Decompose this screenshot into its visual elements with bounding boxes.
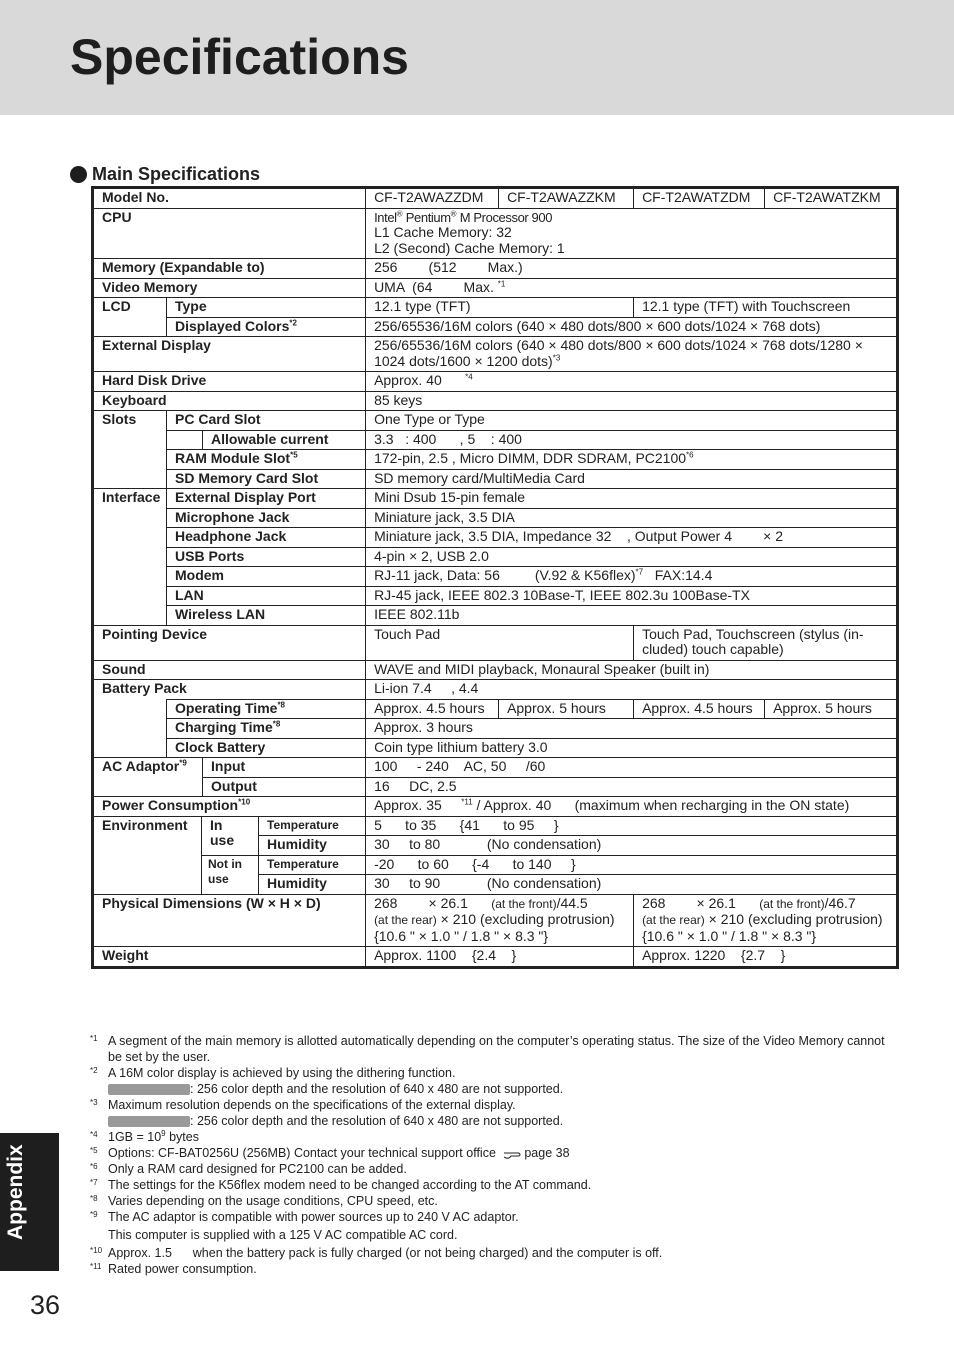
table-row (94, 450, 897, 470)
row-value: Approx. 5 hours (499, 699, 634, 719)
row-label: LAN (167, 586, 366, 606)
row-value: Intel® Pentium® M Processor 900 L1 Cache Memory: 32 L2 (Second) Cache Memory: 1 (366, 208, 897, 259)
table-row (94, 816, 897, 836)
row-label: Output (203, 777, 366, 797)
row-value: Coin type lithium battery 3.0 (366, 738, 897, 758)
table-row (94, 606, 897, 626)
row-label: Sound (94, 660, 366, 680)
row-label: Operating Time$^{*8}$ (167, 699, 366, 719)
row-value: 12.1 type (TFT) (366, 298, 634, 318)
row-value: Approx. 3 hours (366, 719, 897, 739)
row-label: RAM Module Slot$^{*5}$ (167, 450, 366, 470)
row-label: SD Memory Card Slot (167, 469, 366, 489)
row-value: 4-pin × 2, USB 2.0 (366, 547, 897, 567)
page-number: 36 (30, 1290, 61, 1320)
row-label: Physical Dimensions (W × H × D) (94, 894, 366, 947)
footnote: *8 Varies depending on the usage conditions, CPU speed, etc. (90, 1194, 438, 1208)
row-label: In use (202, 816, 259, 855)
row-label: CPU (94, 208, 366, 259)
footnote: *4 $1GB = 10^9$ bytes (90, 1128, 199, 1144)
row-value: -20 to 60 {-4 to 140 } (366, 855, 897, 875)
footnote: *5 Options: CF-BAT0256U (256MB) Contact your technical support office page 38 (90, 1146, 570, 1160)
row-label: External Display Port (167, 489, 366, 509)
row-label: Slots (94, 411, 167, 489)
table-row (94, 208, 897, 259)
footnote: *9 The AC adaptor is compatible with power sources up to 240 V AC adaptor. (90, 1210, 519, 1224)
row-value: Touch Pad (366, 625, 634, 660)
row-label: Interface (94, 489, 167, 626)
row-value: Approx. 5 hours (765, 699, 897, 719)
footnote: *1 A segment of the main memory is allotted automatically depending on the computer’s operating status. The size of the Video Memory cannot be set by the user. (90, 1034, 885, 1064)
table-row (94, 278, 897, 298)
row-label: Not in use (202, 855, 259, 894)
table-row (94, 411, 897, 431)
row-label: Keyboard (94, 391, 366, 411)
table-row (94, 947, 897, 967)
row-value: 256/65536/16M colors (640 × 480 dots/800 × 600 dots/1024 × 768 dots) (366, 317, 897, 337)
row-label: Charging Time$^{*8}$ (167, 719, 366, 739)
row-value: 100 - 240 AC, 50 /60 (366, 758, 897, 778)
table-row (94, 855, 897, 875)
table-row (94, 259, 897, 279)
footnote: *6 Only a RAM card designed for PC2100 can be added. (90, 1162, 407, 1176)
footnote: : 256 color depth and the resolution of 640 x 480 are not supported. (90, 1081, 900, 1097)
footnote: : 256 color depth and the resolution of 640 x 480 are not supported. (90, 1113, 900, 1129)
table-row (94, 797, 897, 817)
table-row (94, 777, 897, 797)
section-heading-text: Main Specifications (92, 164, 261, 184)
model-tag-box (108, 1116, 190, 1127)
bullet-icon (70, 166, 87, 183)
row-value: 256/65536/16M colors (640 × 480 dots/800 × 600 dots/1024 × 768 dots/1280 × 1024 dots/1600 × 1200 dots)$^{*3}$ (366, 337, 897, 372)
table-row (94, 567, 897, 587)
pointing-hand-icon (503, 1148, 521, 1160)
row-value: 16 DC, 2.5 (366, 777, 897, 797)
row-value: 85 keys (366, 391, 897, 411)
row-label: Input (203, 758, 366, 778)
table-row (94, 469, 897, 489)
row-label: Microphone Jack (167, 508, 366, 528)
model-cell: CF-T2AWATZDM (634, 189, 765, 209)
row-label: Model No. (94, 189, 366, 209)
row-value: IEEE 802.11b (366, 606, 897, 626)
row-value: Approx. 1220 {2.7 } (634, 947, 897, 967)
row-value: One Type or Type (366, 411, 897, 431)
row-value: 12.1 type (TFT) with Touchscreen (634, 298, 897, 318)
row-value: RJ-11 jack, Data: 56 (V.92 & K56flex)$^{*7}$ FAX:14.4 (366, 567, 897, 587)
row-label: External Display (94, 337, 366, 372)
row-label: Memory (Expandable to) (94, 259, 366, 279)
row-label: Battery Pack (94, 680, 366, 700)
row-value: WAVE and MIDI playback, Monaural Speaker (built in) (366, 660, 897, 680)
table-row (94, 758, 897, 778)
footnote: This computer is supplied with a 125 V AC compatible AC cord. (108, 1228, 458, 1242)
row-value: 30 to 80 (No condensation) (366, 836, 897, 856)
table-row (94, 586, 897, 606)
footnote: *2 A 16M color display is achieved by using the dithering function. (90, 1066, 456, 1080)
row-value: 30 to 90 (No condensation) (366, 875, 897, 895)
row-label: Humidity (259, 875, 366, 895)
footnote: *11 Rated power consumption. (90, 1262, 257, 1276)
row-label: LCD (94, 298, 167, 337)
row-label: Weight (94, 947, 366, 967)
row-label: Hard Disk Drive (94, 372, 366, 392)
row-value: Touch Pad, Touchscreen (stylus (in-cluded) touch capable) (634, 625, 897, 660)
table-row (94, 547, 897, 567)
model-cell: CF-T2AWAZZDM (366, 189, 499, 209)
table-row (94, 660, 897, 680)
model-tag-box (108, 1084, 190, 1095)
table-row (94, 391, 897, 411)
row-label: Video Memory (94, 278, 366, 298)
row-value: 172-pin, 2.5 , Micro DIMM, DDR SDRAM, PC2100$^{*6}$ (366, 450, 897, 470)
row-label: Temperature (259, 816, 366, 836)
row-label: Displayed Colors$^{*2}$ (167, 317, 366, 337)
table-row (94, 189, 897, 209)
row-label: Pointing Device (94, 625, 366, 660)
row-value: 3.3 : 400 , 5 : 400 (366, 430, 897, 450)
row-label: PC Card Slot (167, 411, 366, 431)
row-value: RJ-45 jack, IEEE 802.3 10Base-T, IEEE 802.3u 100Base-TX (366, 586, 897, 606)
row-label: Allowable current (203, 430, 366, 450)
row-label: Humidity (259, 836, 366, 856)
table-row (94, 625, 897, 660)
appendix-label: Appendix (4, 1144, 27, 1240)
table-row (94, 738, 897, 758)
model-cell: CF-T2AWATZKM (765, 189, 897, 209)
row-value: Miniature jack, 3.5 DIA (366, 508, 897, 528)
table-row (94, 508, 897, 528)
row-value: Approx. 4.5 hours (634, 699, 765, 719)
row-value: Approx. 40 $^{*4}$ (366, 372, 897, 392)
model-cell: CF-T2AWAZZKM (499, 189, 634, 209)
row-value: 268 × 26.1 (at the front)/46.7 (at the rear) × 210 (excluding protrusion){10.6 " × 1.0 " / 1.8 " × 8.3 "} (634, 894, 897, 947)
page-title: Specifications (70, 29, 409, 85)
footnote: *7 The settings for the K56flex modem need to be changed according to the AT command. (90, 1178, 592, 1192)
table-row (94, 298, 897, 318)
table-row (94, 317, 897, 337)
table-row (94, 719, 897, 739)
row-label: Power Consumption$^{*10}$ (94, 797, 366, 817)
section-heading (70, 164, 260, 185)
footnote: *3 Maximum resolution depends on the specifications of the external display. (90, 1098, 516, 1112)
row-value: Approx. 1100 {2.4 } (366, 947, 634, 967)
table-row (94, 337, 897, 372)
row-value: Miniature jack, 3.5 DIA, Impedance 32 , Output Power 4 × 2 (366, 528, 897, 548)
table-row (94, 528, 897, 548)
table-row (94, 699, 897, 719)
row-label: Wireless LAN (167, 606, 366, 626)
table-row (94, 430, 897, 450)
row-label: Clock Battery (167, 738, 366, 758)
row-value: UMA (64 Max. $^{*1}$ (366, 278, 897, 298)
row-value: Mini Dsub 15-pin female (366, 489, 897, 509)
row-value: Li-ion 7.4 , 4.4 (366, 680, 897, 700)
row-label: Headphone Jack (167, 528, 366, 548)
row-value: SD memory card/MultiMedia Card (366, 469, 897, 489)
table-row (94, 894, 897, 947)
row-value: 268 × 26.1 (at the front)/44.5 (at the rear) × 210 (excluding protrusion){10.6 " × 1.0 " / 1.8 " × 8.3 "} (366, 894, 634, 947)
row-label: Temperature (259, 855, 366, 875)
row-value: 256 (512 Max.) (366, 259, 897, 279)
row-value: Approx. 4.5 hours (366, 699, 499, 719)
table-row (94, 680, 897, 700)
row-value: Approx. 35 $^{*11}$ / Approx. 40 (maximum when recharging in the ON state) (366, 797, 897, 817)
spec-table (93, 188, 897, 967)
row-label: USB Ports (167, 547, 366, 567)
row-label: Environment (94, 816, 202, 894)
row-label: Modem (167, 567, 366, 587)
table-row (94, 372, 897, 392)
footnote: *10 Approx. 1.5 when the battery pack is fully charged (or not being charged) and the computer is off. (90, 1246, 663, 1260)
footnotes (90, 1033, 900, 1277)
table-row (94, 489, 897, 509)
row-label: AC Adaptor$^{*9}$ (94, 758, 203, 797)
row-value: 5 to 35 {41 to 95 } (366, 816, 897, 836)
row-label: Type (167, 298, 366, 318)
